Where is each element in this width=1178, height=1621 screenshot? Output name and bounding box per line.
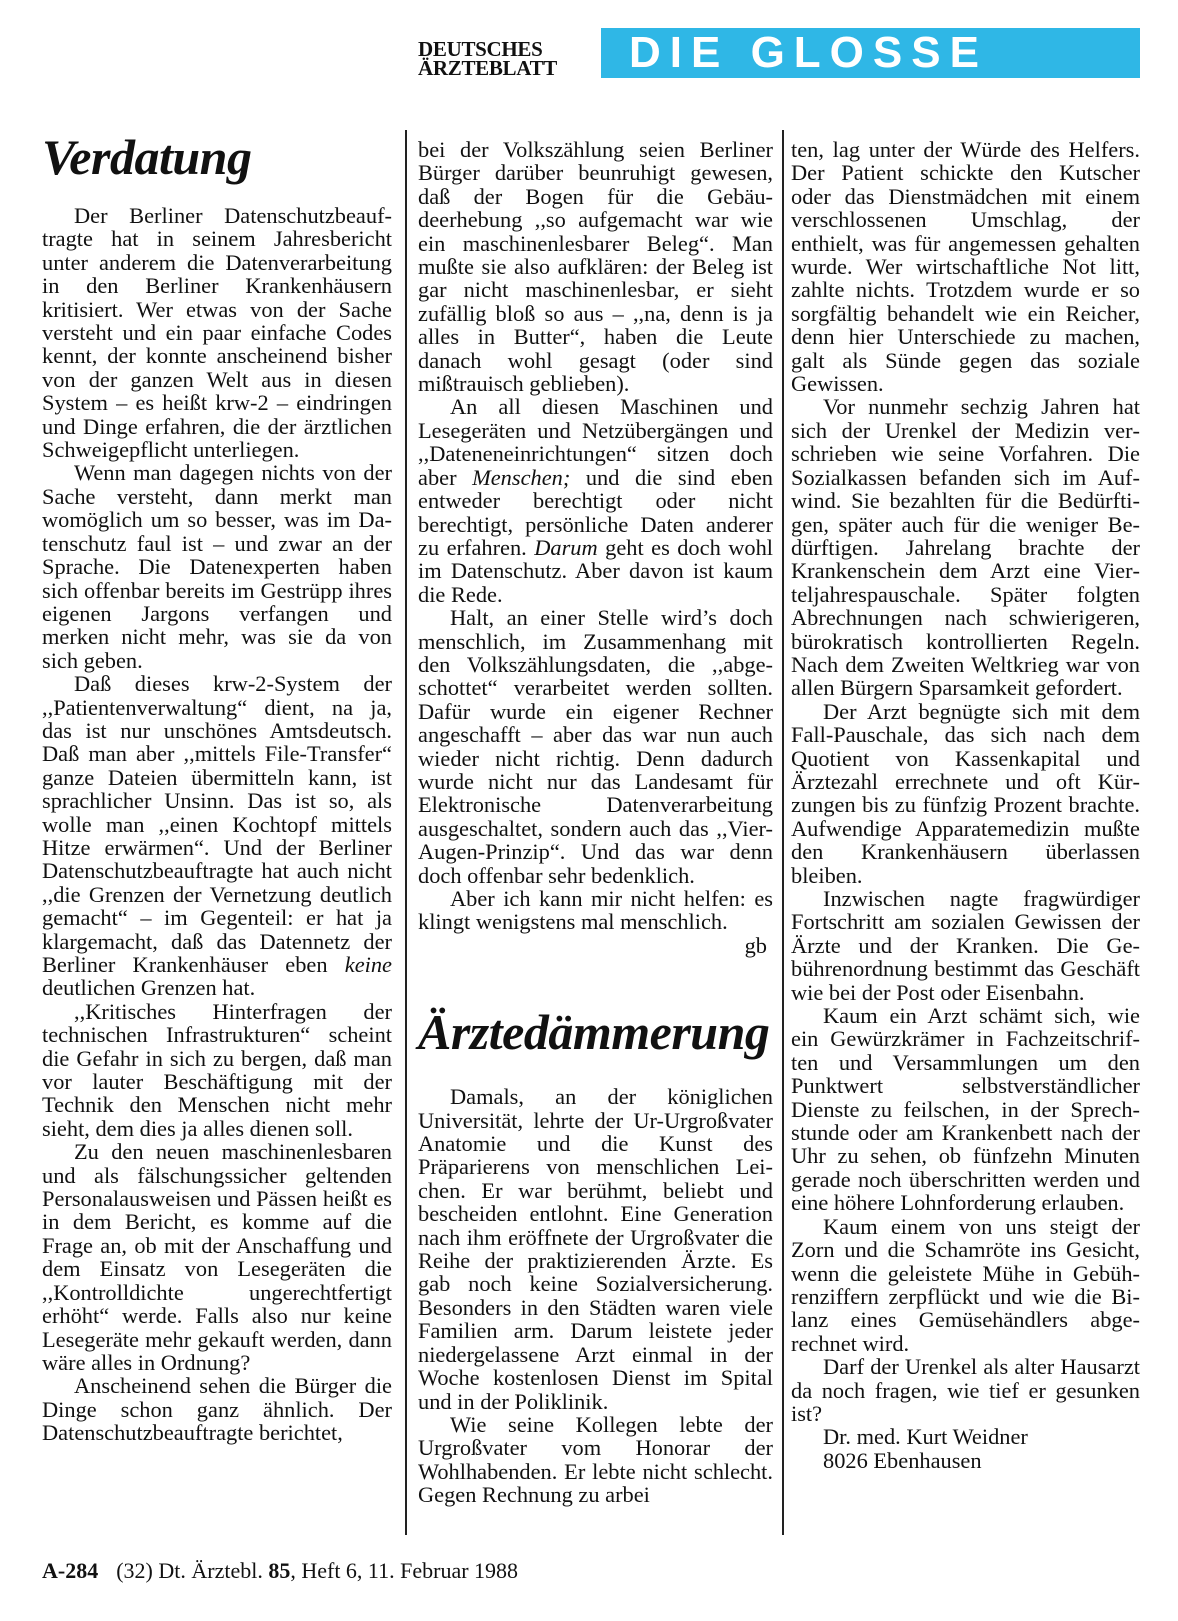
paragraph: Damals, an der königlichen Universität, lehrte der Ur-Urgroßvater Anatomie und die Kunst des Präparierens von menschlichen Leichen. Er war berühmt, beliebt und bescheiden entlohnt. Eine Generation nach ihm eröffnete der Urgroßvater die Reihe der praktizierenden Ärzte. Es gab noch keine Sozialversicherung. Besonders in den Städten waren viele Familien arm. Darum leistete jeder niedergelassene Arzt einmal in der Woche kostenlosen Dienst im Spital und in der Poliklinik. (418, 1084, 773, 1414)
paragraph: Halt, an einer Stelle wird’s doch menschlich, im Zusammenhang mit den Volkszählungsdaten, die ,,abgeschottet“ verarbeitet werden sollten. Dafür wurde ein eigener Rechner angeschafft – aber das war nun auch wieder nicht richtig. Denn dadurch wurde nicht nur das Landesamt für Elektronische Datenverarbeitung ausgeschaltet, sondern auch das ,,Vier-Augen-Prinzip“. Und das war denn doch offenbar sehr bedenklich. (418, 605, 773, 888)
page-footer (42, 1558, 742, 1584)
paragraph (42, 672, 392, 1000)
paragraph: Der Arzt begnügte sich mit dem Fall-Pauschale, das sich nach dem Quotient von Kassenkapital und Ärztezahl errechnete und oft Kürzungen bis zu fünfzig Prozent brachte. Aufwendige Apparatemedizin mußte den Krankenhäusern überlassen bleiben. (791, 698, 1140, 888)
author-name: Dr. med. Kurt Weidner (823, 1424, 1028, 1450)
paragraph: Aber ich kann mir nicht helfen: es klingt wenigstens mal menschlich. (418, 886, 773, 935)
text-run: Daß dieses krw-2-System der ,,Patientenverwaltung“ dient, na ja, das ist nur unschönes Amtsdeutsch. Daß man aber ,,mittels File-Transfer“ ganze Dateien übermitteln kann, ist sprachlicher Unsinn. Das ist so, als wolle man ,,einen Kochtopf mittels Hitze erwärmen“. Und der Berliner Datenschutzbeauftragte hat auch nicht ,,die Grenzen der Vernetzung deutlich gemacht“ – im Gegenteil: er hat ja klargemacht, daß das Datennetz der Berliner Krankenhäuser eben (42, 671, 392, 977)
column-2 (418, 138, 773, 1507)
journal-logo (418, 37, 594, 80)
paragraph: Wie seine Kollegen lebte der Urgroßvater vom Honorar der Wohlhabenden. Er lebte nicht schlecht. Gegen Rechnung zu arbei (418, 1411, 773, 1508)
text-run: An all diesen Maschinen und Lesegeräten und Netzübergängen und ,,Dateneneinrichtungen“ sitzen doch aber (418, 394, 773, 490)
citation-prefix: (32) Dt. Ärztebl. (116, 1558, 269, 1583)
paragraph: Anscheinend sehen die Bürger die Dinge schon ganz ähnlich. Der Datenschutzbeauftragte berichtet, (42, 1373, 392, 1446)
paragraph: Kaum einem von uns steigt der Zorn und die Schamröte ins Gesicht, wenn die geleistete Mühe in Gebührenziffern zerpflückt und wie die Bilanz eines Gemüsehändlers abgerechnet wird. (791, 1213, 1140, 1356)
emphasis: Menschen; (472, 464, 571, 490)
article-title: Ärztedämmerung (418, 1004, 770, 1061)
paragraph: bei der Volkszählung seien Berliner Bürger darüber beunruhigt gewesen, daß der Bogen für die Gebäudeerhebung ,,so aufgemacht war wie ein maschinenlesbarer Beleg“. Man mußte sie also aufklären: der Beleg ist gar nicht maschinenlesbar, er sieht zufällig bloß so aus – ,,na, denn is ja alles in Butter“, haben die Leute danach wohl gesagt (oder sind mißtrauisch geblieben). (418, 137, 773, 397)
page-number: A-284 (42, 1558, 99, 1583)
column-1 (42, 130, 392, 1445)
paragraph: Kaum ein Arzt schämt sich, wie ein Gewürzkrämer in Fachzeitschriften und Versammlungen um den Punktwert selbstverständlicher Dienste zu feilschen, in der Sprechstunde oder am Krankenbett nach der Uhr zu sehen, ob fünfzehn Minuten gerade noch überschritten werden und eine höhere Lohnforderung erlauben. (791, 1003, 1140, 1216)
paragraph: Vor nunmehr sechzig Jahren hat sich der Urenkel der Medizin verschrieben wie seine Vorfahren. Die Sozialkassen befanden sich im Aufwind. Sie bezahlten für die Bedürftigen, später auch für die weniger Bedürftigen. Jahrelang brachte der Krankenschein dem Arzt eine Vierteljahrespauschale. Später folgten Abrechnungen nach schwierigeren, bürokratisch kontrollierten Regeln. Nach dem Zweiten Weltkrieg war von allen Bürgern Sparsamkeit gefordert. (791, 394, 1140, 701)
paragraph: Der Berliner Datenschutzbeauftragte hat in seinem Jahresbericht unter anderem die Datenverarbeitung in den Berliner Krankenhäusern kritisiert. Wer etwas von der Sache versteht und ein paar einfache Codes kennt, der konnte anscheinend bisher von der ganzen Welt aus in diesen System – es heißt krw-2 – eindringen und Dinge erfahren, die der ärztlichen Schweigepflicht unterliegen. (42, 203, 392, 463)
column-3 (791, 138, 1140, 1472)
author-address: 8026 Ebenhausen (823, 1447, 982, 1473)
paragraph: Zu den neuen maschinenlesbaren und als fälschungssicher geltenden Personalausweisen und Pässen heißt es in dem Bericht, es komme auf die Frage an, ob mit der Anschaffung und dem Einsatz von Lesegeräten die ,,Kontrolldichte ungerechtfertigt erhöht“ werde. Falls also nur keine Lesegeräte mehr gekauft werden, dann wäre alles in Ordnung? (42, 1139, 392, 1375)
text-run: deutlichen Grenzen hat. (42, 975, 256, 1001)
volume-number: 85 (268, 1558, 291, 1583)
text-run: und die sind eben entweder berechtigt oder nicht berechtigt, persönliche Daten anderer zu erfahren. (418, 464, 773, 560)
paragraph: ten, lag unter der Würde des Helfers. Der Patient schickte den Kutscher oder das Dienstmädchen mit einem verschlossenen Umschlag, der enthielt, was für angemessen gehalten wurde. Wer wirtschaftliche Not litt, zahlte nichts. Trotzdem wurde er so sorgfältig behandelt wie ein Reicher, denn hier Unterschiede zu machen, galt als Sünde gegen das soziale Gewissen. (791, 137, 1140, 397)
citation-suffix: , Heft 6, 11. Februar 1988 (290, 1558, 519, 1583)
column-divider (782, 130, 784, 1535)
logo-line-1: DEUTSCHES (418, 37, 543, 61)
author-signature: gb (744, 932, 767, 958)
text-run: geht es doch wohl im Datenschutz. Aber davon ist kaum die Rede. (418, 534, 773, 607)
paragraph: Inzwischen nagte fragwürdiger Fortschritt am sozialen Gewissen der Ärzte und der Kranken. Die Gebührenordnung bestimmt das Geschäft wie bei der Post oder Eisenbahn. (791, 886, 1140, 1005)
paragraph: Wenn man dagegen nichts von der Sache versteht, dann merkt man womöglich um so besser, was im Datenschutz faul ist – und zwar an der Sprache. Die Datenexperten haben sich offenbar bereits im Gestrüpp ihres eigenen Jargons verfangen und merken nicht mehr, was sie da von sich geben. (42, 460, 392, 673)
emphasis: keine (344, 952, 392, 977)
paragraph: ,,Kritisches Hinterfragen der technischen Infrastrukturen“ scheint die Gefahr in sich zu bergen, daß man vor lauter Beschäftigung mit der Technik den Menschen nicht mehr sieht, dem dies ja alles dienen soll. (42, 998, 392, 1141)
column-divider (405, 130, 407, 1535)
paragraph: Darf der Urenkel als alter Hausarzt da noch fragen, wie tief er gesunken ist? (791, 1354, 1140, 1426)
section-title: DIE GLOSSE (629, 28, 988, 77)
emphasis: Darum (534, 534, 598, 560)
section-banner (601, 28, 1140, 78)
logo-line-2: ÄRZTEBLATT (418, 56, 557, 80)
article-title: Verdatung (42, 129, 252, 185)
paragraph (418, 395, 773, 606)
